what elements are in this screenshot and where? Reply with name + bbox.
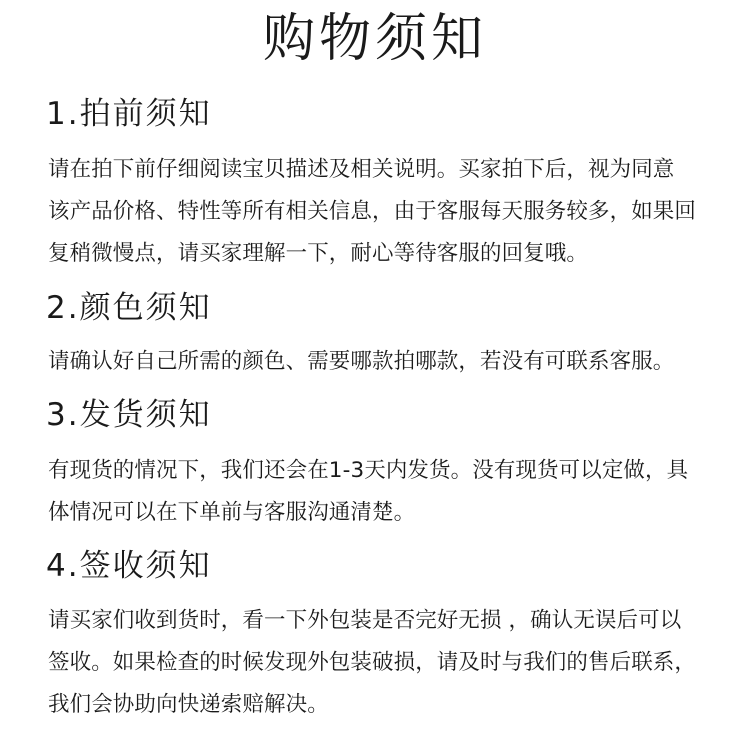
text-line: 体情况可以在下单前与客服沟通清楚。 — [48, 500, 416, 525]
section-text-shipping — [48, 450, 718, 534]
section-heading-before-purchase: 1.拍前须知 — [46, 96, 212, 132]
section-text-before-purchase — [48, 149, 718, 275]
text-line: 请在拍下前仔细阅读宝贝描述及相关说明。买家拍下后，视为同意 — [48, 157, 675, 182]
page-title: 购物须知 — [262, 9, 487, 69]
section-heading-color: 2.颜色须知 — [46, 290, 212, 326]
section-text-receipt — [48, 600, 718, 726]
section-text-color — [48, 341, 718, 383]
section-heading-receipt: 4.签收须知 — [46, 548, 212, 584]
text-line: 有现货的情况下，我们还会在1-3天内发货。没有现货可以定做，具 — [48, 458, 689, 483]
text-line: 复稍微慢点，请买家理解一下，耐心等待客服的回复哦。 — [48, 241, 589, 266]
text-line: 该产品价格、特性等所有相关信息，由于客服每天服务较多，如果回 — [48, 199, 697, 224]
section-heading-shipping: 3.发货须知 — [46, 397, 212, 433]
text-line: 请买家们收到货时，看一下外包装是否完好无损 ，确认无误后可以 — [48, 608, 682, 633]
text-line: 签收。如果检查的时候发现外包装破损，请及时与我们的售后联系， — [48, 650, 697, 675]
text-line: 我们会协助向快递索赔解决。 — [48, 692, 329, 717]
text-line: 请确认好自己所需的颜色、需要哪款拍哪款，若没有可联系客服。 — [48, 349, 675, 374]
